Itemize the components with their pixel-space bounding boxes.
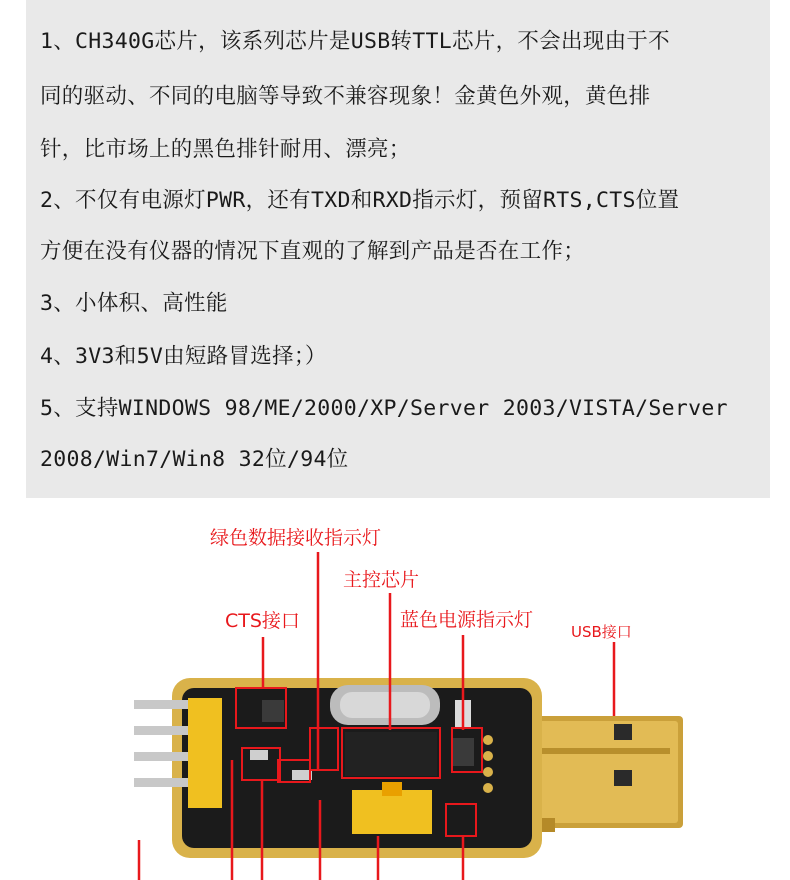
main-chip-label: 主控芯片 xyxy=(343,569,420,591)
blue-led-label: 蓝色电源指示灯 xyxy=(400,609,534,631)
spec-line-1: 1、CH340G芯片，该系列芯片是USB转TTL芯片，不会出现由于不 xyxy=(40,29,670,54)
spec-line-2: 同的驱动、不同的电脑等导致不兼容现象！金黄色外观，黄色排 xyxy=(40,84,651,109)
spec-line-7: 4、3V3和5V由短路冒选择；） xyxy=(40,344,327,369)
usb-port-label: USB接口 xyxy=(571,623,632,641)
spec-line-3: 针，比市场上的黑色排针耐用、漂亮； xyxy=(40,137,411,162)
spec-line-4: 2、不仅有电源灯PWR，还有TXD和RXD指示灯，预留RTS,CTS位置 xyxy=(40,188,680,213)
green-led-label: 绿色数据接收指示灯 xyxy=(210,527,382,549)
cts-port-label: CTS接口 xyxy=(225,610,300,632)
spec-line-8: 5、支持WINDOWS 98/ME/2000/XP/Server 2003/VISTA/Server xyxy=(40,396,728,421)
spec-line-9: 2008/Win7/Win8 32位/94位 xyxy=(40,447,349,472)
spec-line-5: 方便在没有仪器的情况下直观的了解到产品是否在工作； xyxy=(40,239,586,264)
spec-line-6: 3、小体积、高性能 xyxy=(40,291,228,316)
